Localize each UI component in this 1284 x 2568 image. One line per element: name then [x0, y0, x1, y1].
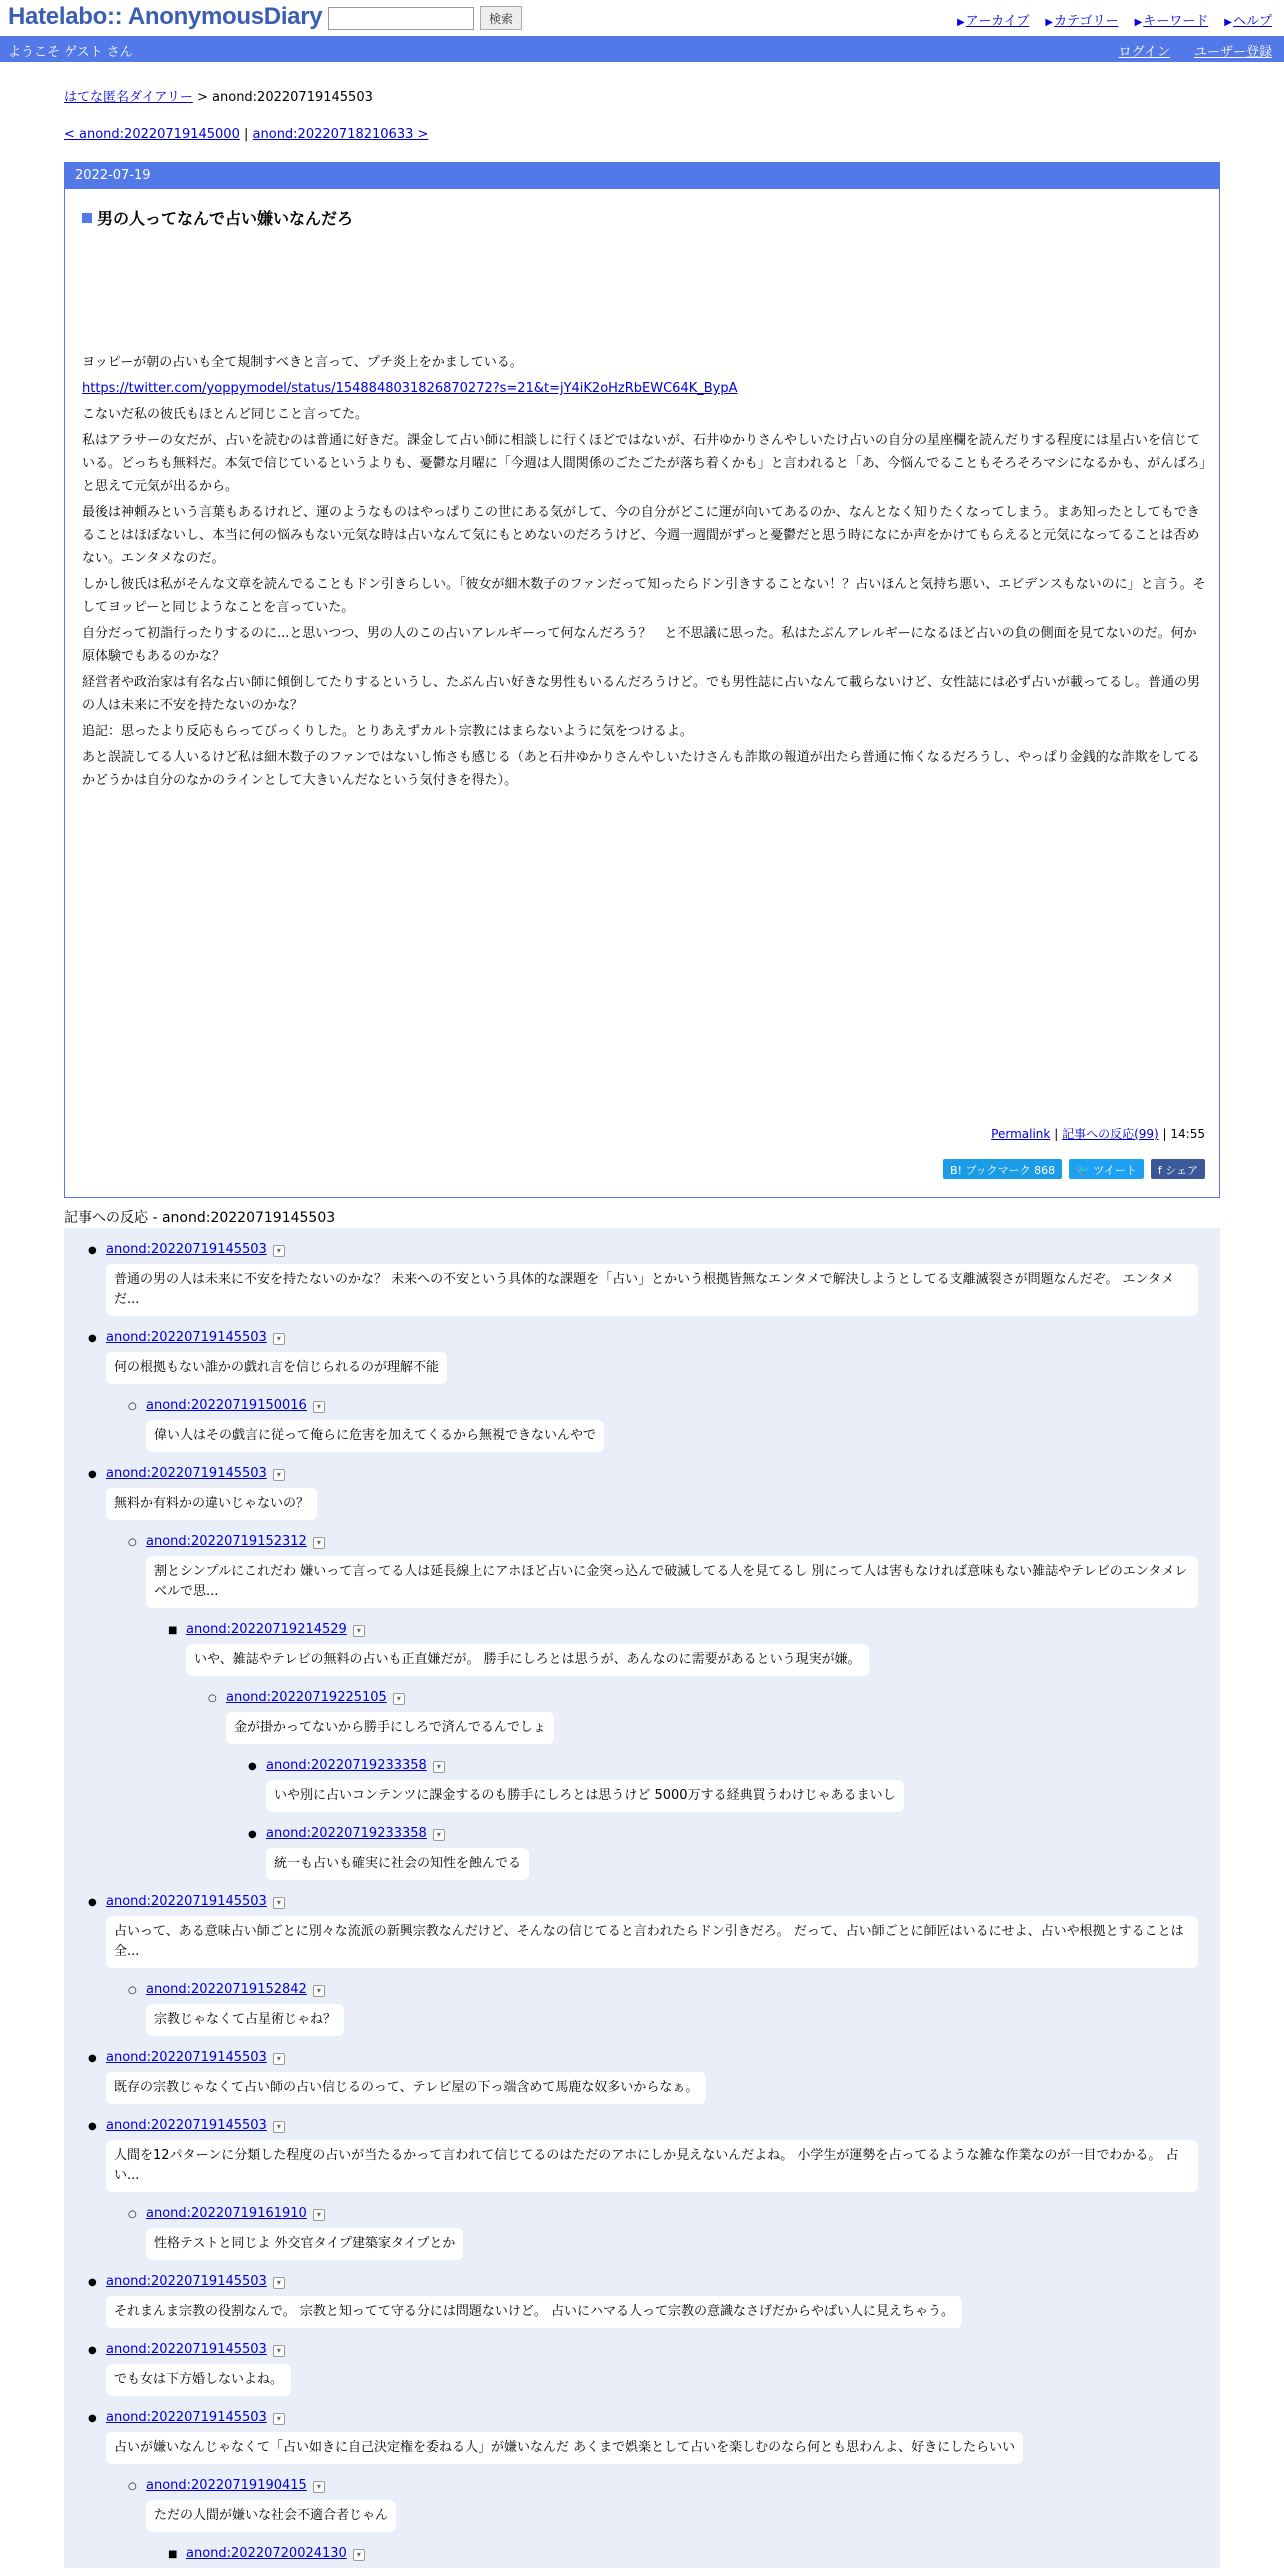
reaction-bubble: 金が掛かってないから勝手にしろで済んでるんでしょ [226, 1712, 554, 1744]
article-paragraph: 経営者や政治家は有名な占い師に傾倒してたりするというし、たぶん占い好きな男性もいるんだろうけど。でも男性誌に占いなんて載らないけど、女性誌には必ず占いが載ってるし。普通の男の人は未来に不安を持たないのかな？ [82, 675, 1201, 713]
dropdown-icon[interactable]: ▾ [393, 1693, 405, 1705]
reaction-header [106, 1330, 285, 1345]
reaction-header [106, 2410, 285, 2425]
bullet-icon: ● [88, 2121, 97, 2132]
reaction-item [64, 1758, 1220, 1826]
next-entry-link[interactable]: anond:20220718210633 > [252, 127, 429, 142]
reaction-bubble: それまんま宗教の役割なんで。 宗教と知ってて守る分には問題ないけど。 占いにハマる人って宗教の意識なさげだからやばい人に見えちゃう。 [106, 2296, 962, 2328]
reaction-item [64, 1534, 1220, 1622]
dropdown-icon[interactable]: ▾ [313, 1985, 325, 1997]
reaction-bubble: でも女は下方婚しないよね。 [106, 2364, 291, 2396]
reaction-item [64, 1982, 1220, 2050]
login-link[interactable]: ログイン [1118, 45, 1170, 60]
reaction-item [64, 1466, 1220, 1534]
permalink-link[interactable]: Permalink [991, 1127, 1051, 1141]
reaction-header [186, 2546, 365, 2561]
reaction-item [64, 2478, 1220, 2546]
reaction-header [226, 1690, 405, 1705]
facebook-share-label: シェア [1165, 1164, 1198, 1177]
bullet-icon: ○ [128, 2481, 137, 2492]
reaction-id-link[interactable]: anond:20220719145503 [106, 1330, 267, 1345]
reaction-item [64, 2274, 1220, 2342]
footer-separator: | [1162, 1127, 1167, 1141]
bullet-icon: ● [88, 2053, 97, 2064]
reaction-item [64, 1894, 1220, 1982]
reaction-bubble: 何の根拠もない誰かの戯れ言を信じられるのが理解不能 [106, 1352, 447, 1384]
reaction-id-link[interactable]: anond:20220719150016 [146, 1398, 307, 1413]
arrow-icon: ▶ [1045, 17, 1054, 28]
reaction-bubble: 普通の男の人は未来に不安を持たないのかな？ 未来への不安という具体的な課題を「占い」とかいう根拠皆無なエンタメで解決しようとしてる支離滅裂さが問題なんだぞ。 エンタメだ... [106, 1264, 1198, 1316]
facebook-icon: f [1157, 1164, 1162, 1177]
reaction-bubble: 性格テストと同じよ 外交官タイプ建築家タイプとか [146, 2228, 463, 2260]
article-date: 2022-07-19 [65, 163, 1219, 189]
archive-link[interactable]: アーカイブ [965, 14, 1030, 29]
dropdown-icon[interactable]: ▾ [273, 2121, 285, 2133]
reaction-header [146, 1398, 325, 1413]
reaction-item [64, 2118, 1220, 2206]
twitter-status-link[interactable]: https://twitter.com/yoppymodel/status/1548848031826870272?s=21&t=jY4iK2oHzRbEWC64K_BypA [82, 381, 738, 396]
article-title-text: 男の人ってなんで占い嫌いなんだろ [97, 209, 354, 228]
dropdown-icon[interactable]: ▾ [353, 2549, 365, 2561]
dropdown-icon[interactable]: ▾ [433, 1761, 445, 1773]
bullet-icon: ○ [128, 1537, 137, 1548]
breadcrumb-home-link[interactable]: はてな匿名ダイアリー [64, 90, 193, 105]
prev-entry-link[interactable]: < anond:20220719145000 [64, 127, 240, 142]
bullet-icon: ● [88, 1469, 97, 1480]
dropdown-icon[interactable]: ▾ [353, 1625, 365, 1637]
article-link-paragraph [82, 377, 1207, 400]
reaction-header [146, 1534, 325, 1549]
bullet-icon: ■ [168, 2549, 178, 2560]
dropdown-icon[interactable]: ▾ [273, 2345, 285, 2357]
bullet-icon: ● [88, 1897, 97, 1908]
breadcrumb [64, 86, 373, 105]
arrow-icon: ▶ [957, 17, 965, 28]
reaction-item [64, 1242, 1220, 1330]
user-bar [0, 36, 1284, 62]
reaction-item [64, 1330, 1220, 1398]
dropdown-icon[interactable]: ▾ [313, 2209, 325, 2221]
reaction-item [64, 1826, 1220, 1894]
reaction-header [266, 1758, 445, 1773]
reaction-id-link[interactable]: anond:20220719145503 [106, 1242, 267, 1257]
reaction-id-link[interactable]: anond:20220719190415 [146, 2478, 307, 2493]
reaction-bubble: 偉い人はその戯言に従って俺らに危害を加えてくるから無視できないんやで [146, 1420, 604, 1452]
article-time: 14:55 [1170, 1127, 1205, 1141]
reaction-header [106, 2274, 285, 2289]
reaction-header [106, 1466, 285, 1481]
dropdown-icon[interactable]: ▾ [273, 1897, 285, 1909]
tweet-button-label: ツイート [1093, 1164, 1137, 1177]
reaction-id-link[interactable]: anond:20220719145503 [106, 2050, 267, 2065]
title-square-icon[interactable] [82, 213, 92, 223]
prev-next-nav [64, 127, 428, 142]
keyword-link[interactable]: キーワード [1143, 14, 1209, 29]
bullet-icon: ● [88, 2277, 97, 2288]
reaction-id-link[interactable]: anond:20220719145503 [106, 2118, 267, 2133]
register-link[interactable]: ユーザー登録 [1193, 45, 1272, 60]
reaction-id-link[interactable]: anond:20220719225105 [226, 1690, 387, 1705]
category-link-wrap [1045, 10, 1118, 29]
reaction-id-link[interactable]: anond:20220719152842 [146, 1982, 307, 1997]
category-link[interactable]: カテゴリー [1054, 14, 1119, 29]
bullet-icon: ● [88, 1245, 97, 1256]
reaction-header [106, 2342, 285, 2357]
twitter-bird-icon: 🐦 [1076, 1164, 1090, 1177]
dropdown-icon[interactable]: ▾ [273, 1469, 285, 1481]
article-paragraph: 自分だって初詣行ったりするのに...と思いつつ、男の人のこの占いアレルギーって何なんだろう？ と不思議に思った。私はたぶんアレルギーになるほど占いの負の側面を見てないのだ。何か原体験でもあるのかな？ [82, 626, 1197, 664]
reaction-id-link[interactable]: anond:20220719233358 [266, 1758, 427, 1773]
breadcrumb-current: anond:20220719145503 [212, 90, 373, 105]
bullet-icon: ● [248, 1829, 257, 1840]
article-paragraph: ヨッピーが朝の占いも全て規制すべきと言って、プチ炎上をかましている。 [82, 355, 523, 370]
facebook-share-button[interactable] [1151, 1159, 1205, 1179]
reaction-header [186, 1622, 365, 1637]
reaction-bubble: 割とシンプルにこれだわ 嫌いって言ってる人は延長線上にアホほど占いに金突っ込んで破滅してる人を見てるし 別にって人は害もなければ意味もない雑誌やテレビのエンタメレベルで思... [146, 1556, 1198, 1608]
reactions-title: 記事への反応 - anond:20220719145503 [64, 1207, 1220, 1231]
reaction-item [64, 2546, 1220, 2568]
reactions-link[interactable]: 記事への反応(99) [1062, 1127, 1159, 1141]
archive-link-wrap [957, 10, 1029, 29]
reaction-item [64, 2410, 1220, 2478]
breadcrumb-separator: > [196, 90, 208, 105]
share-buttons [943, 1159, 1205, 1179]
bullet-icon: ● [88, 2413, 97, 2424]
reaction-header [106, 1894, 285, 1909]
article-paragraph: しかし彼氏は私がそんな文章を読んでることもドン引きらしい。「彼女が細木数子のファンだって知ったらドン引きすることない！？占いほんと気持ち悪い、エビデンスもないのに」と言う。そしてヨッピーと同じようなことを言っていた。 [82, 577, 1206, 615]
reaction-id-link[interactable]: anond:20220719233358 [266, 1826, 427, 1841]
reaction-item [64, 2206, 1220, 2274]
arrow-icon: ▶ [1224, 17, 1232, 28]
reaction-header [106, 1242, 285, 1257]
reaction-bubble: 人間を12パターンに分類した程度の占いが当たるかって言われて信じてるのはただのアホにしか見えないんだよね。 小学生が運勢を占ってるような雑な作業なのが一目でわかる。 占い... [106, 2140, 1198, 2192]
search-input[interactable] [328, 7, 474, 30]
reaction-id-link[interactable]: anond:20220719145503 [106, 2274, 267, 2289]
reaction-bubble: 占いが嫌いなんじゃなくて「占い如きに自己決定権を委ねる人」が嫌いなんだ あくまで娯楽として占いを楽しむのなら何とも思わんよ、好きにしたらいい [106, 2432, 1023, 2464]
site-logo[interactable]: Hatelabo:: AnonymousDiary [8, 3, 323, 30]
reaction-bubble: 無料か有料かの違いじゃないの？ [106, 1488, 317, 1520]
reaction-bubble: 占いって、ある意味占い師ごとに別々な流派の新興宗教なんだけど、そんなの信じてると言われたらドン引きだろ。 だって、占い師ごとに師匠はいるにせよ、占いや根拠とすることは全... [106, 1916, 1198, 1968]
article-footer [991, 1125, 1205, 1142]
reaction-header [146, 1982, 325, 1997]
reaction-id-link[interactable]: anond:20220719145503 [106, 2342, 267, 2357]
article-paragraph: 私はアラサーの女だが、占いを読むのは普通に好きだ。課金して占い師に相談しに行くほどではないが、石井ゆかりさんやしいたけ占いの自分の星座欄を読んだりする程度には星占いを信じている。どっちも無料だ。本気で信じているというよりも、憂鬱な月曜に「今週は人間関係のごたごたが落ち着くかも」と言われると「あ、今悩んでることもそろそろマシになるかも、がんばろ」と思えて元気が出るから。 [82, 433, 1206, 494]
dropdown-icon[interactable]: ▾ [273, 1333, 285, 1345]
arrow-icon: ▶ [1134, 17, 1143, 28]
dropdown-icon[interactable]: ▾ [313, 2481, 325, 2493]
bullet-icon: ● [88, 1333, 97, 1344]
article-paragraph: 追記：思ったより反応もらってびっくりした。とりあえずカルト宗教にはまらないように気をつけるよ。 [82, 724, 693, 739]
bullet-icon: ■ [168, 1625, 178, 1636]
reaction-header [106, 2050, 285, 2065]
bullet-icon: ● [88, 2345, 97, 2356]
article-body [82, 351, 1207, 795]
reaction-item [64, 2050, 1220, 2118]
reactions-list [64, 1228, 1220, 2568]
reaction-item [64, 2342, 1220, 2410]
reaction-bubble: いや、雑誌やテレビの無料の占いも正直嫌だが。 勝手にしろとは思うが、あんなのに需要があるという現実が嫌。 [186, 1644, 869, 1676]
help-link-wrap [1224, 10, 1272, 29]
bullet-icon: ● [248, 1761, 257, 1772]
reaction-bubble: 宗教じゃなくて占星術じゃね？ [146, 2004, 344, 2036]
keyword-link-wrap [1135, 10, 1209, 29]
reaction-id-link[interactable]: anond:20220719145503 [106, 1894, 267, 1909]
article [64, 162, 1220, 1198]
reaction-header [106, 2118, 285, 2133]
bullet-icon: ○ [208, 1693, 217, 1704]
reaction-item [64, 1622, 1220, 1690]
article-paragraph: こないだ私の彼氏もほとんど同じこと言ってた。 [82, 407, 369, 422]
reaction-header [146, 2478, 325, 2493]
welcome-text: ようこそ ゲスト さん [8, 45, 133, 60]
tweet-button[interactable] [1069, 1159, 1144, 1179]
top-links [957, 10, 1272, 29]
reaction-id-link[interactable]: anond:20220719152312 [146, 1534, 307, 1549]
dropdown-icon[interactable]: ▾ [273, 2413, 285, 2425]
dropdown-icon[interactable]: ▾ [273, 2053, 285, 2065]
reaction-id-link[interactable]: anond:20220719145503 [106, 2410, 267, 2425]
reaction-bubble: 既存の宗教じゃなくて占い師の占い信じるのって、テレビ屋の下っ端含めて馬鹿な奴多いからなぁ。 [106, 2072, 706, 2104]
bullet-icon: ○ [128, 1401, 137, 1412]
article-paragraph: 最後は神頼みという言葉もあるけれど、運のようなものはやっぱりこの世にある気がして、今の自分がどこに運が向いてあるのか、なんとなく知りたくなってしまう。まあ知ったとしてもできることはほぼないし、本当に何の悩みもない元気な時は占いなんて気にもとめないのだろうけど、今週一週間がずっと憂鬱だと思う時になにか声をかけてもらえると元気になってることは否めない。エンタメなのだ。 [82, 505, 1200, 566]
dropdown-icon[interactable]: ▾ [313, 1401, 325, 1413]
dropdown-icon[interactable]: ▾ [313, 1537, 325, 1549]
reaction-id-link[interactable]: anond:20220720024130 [186, 2546, 347, 2561]
footer-separator: | [1054, 1127, 1059, 1141]
reaction-header [266, 1826, 445, 1841]
reaction-id-link[interactable]: anond:20220719161910 [146, 2206, 307, 2221]
account-links [1119, 41, 1272, 60]
dropdown-icon[interactable]: ▾ [273, 2277, 285, 2289]
reaction-bubble: ただの人間が嫌いな社会不適合者じゃん [146, 2500, 396, 2532]
reaction-item [64, 1690, 1220, 1758]
bullet-icon: ○ [128, 2209, 137, 2220]
reaction-bubble: 統一も占いも確実に社会の知性を蝕んでる [266, 1848, 529, 1880]
bullet-icon: ○ [128, 1985, 137, 1996]
nav-separator: | [244, 127, 249, 142]
reaction-item [64, 1398, 1220, 1466]
help-link[interactable]: ヘルプ [1232, 14, 1272, 29]
reaction-header [146, 2206, 325, 2221]
reaction-id-link[interactable]: anond:20220719145503 [106, 1466, 267, 1481]
reaction-id-link[interactable]: anond:20220719214529 [186, 1622, 347, 1637]
article-title [82, 206, 353, 229]
dropdown-icon[interactable]: ▾ [433, 1829, 445, 1841]
top-header [0, 0, 1284, 36]
article-paragraph: あと誤読してる人いるけど私は細木数子のファンではないし怖さも感じる（あと石井ゆかりさんやしいたけさんも詐欺の報道が出たら普通に怖くなるだろうし、やっぱり金銭的な詐欺をしてるかどうかは自分のなかのラインとして大きいんだなという気付きを得た）。 [82, 750, 1200, 788]
hatena-bookmark-button[interactable]: B! ブックマーク 868 [943, 1159, 1062, 1179]
reaction-bubble: いや別に占いコンテンツに課金するのも勝手にしろとは思うけど 5000万する経典買うわけじゃあるまいし [266, 1780, 904, 1812]
search-button[interactable]: 検索 [480, 6, 522, 30]
dropdown-icon[interactable]: ▾ [273, 1245, 285, 1257]
